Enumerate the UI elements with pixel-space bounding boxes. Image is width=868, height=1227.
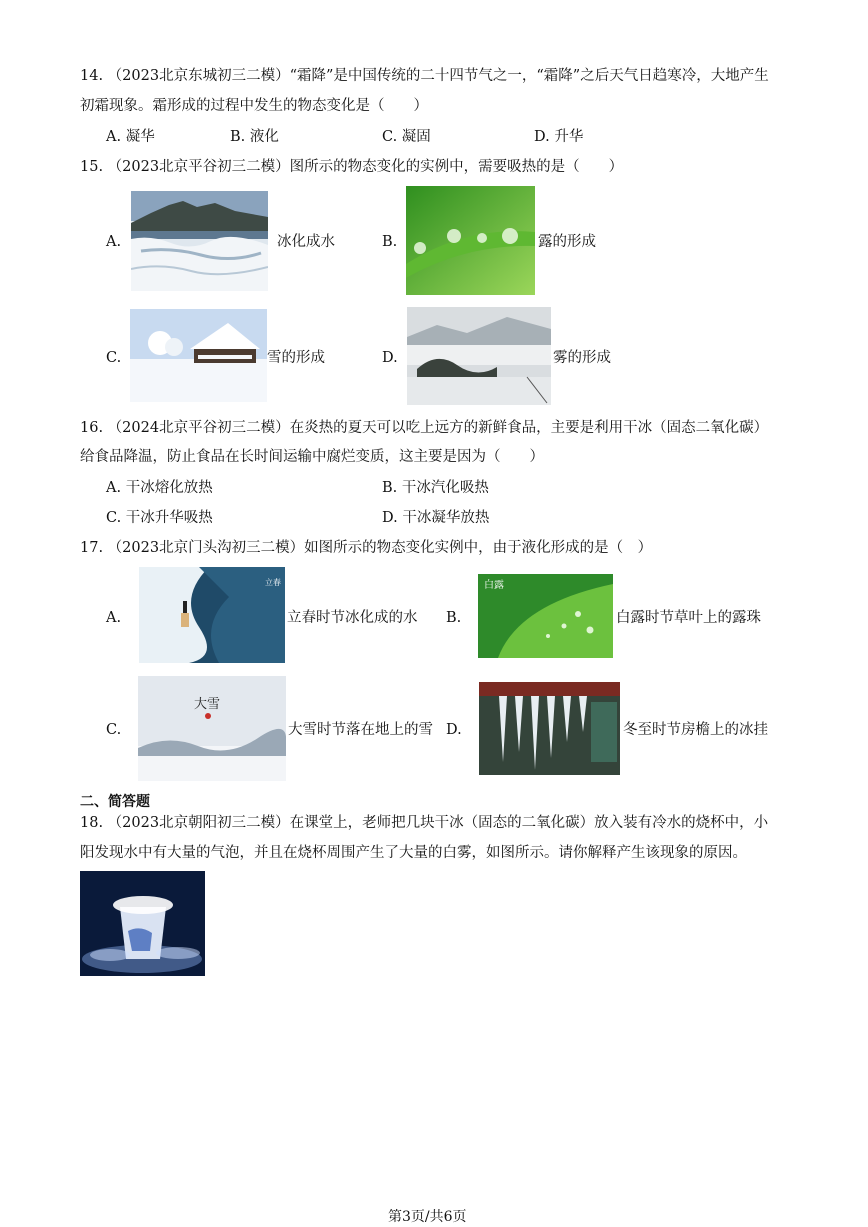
q16-option-b: B. 干冰汽化吸热 — [382, 480, 489, 496]
q17-letter-c: C. — [106, 722, 122, 738]
q14-option-b: B. 液化 — [230, 129, 279, 145]
q17-caption-a: 立春时节冰化成的水 — [287, 610, 418, 626]
q16-option-c: C. 干冰升华吸热 — [106, 510, 213, 526]
q14-option-a: A. 凝华 — [106, 129, 155, 145]
q17-daxue-label: 大雪 — [194, 697, 221, 712]
page-footer: 第3页/共6页 — [388, 1209, 467, 1225]
q15-caption-a: 冰化成水 — [277, 234, 335, 250]
q15-image-dew-drops — [406, 186, 535, 295]
q18-stem-line2: 阳发现水中有大量的气泡，并且在烧杯周围产生了大量的白雾，如图所示。请你解释产生该现象的原因。 — [80, 845, 747, 861]
q16-stem-line1: 16. （2024北京平谷初三二模）在炎热的夏天可以吃上远方的新鲜食品，主要是利用干冰（固态二氧化碳） — [80, 420, 769, 436]
q15-letter-c: C. — [106, 350, 122, 366]
q17-caption-b: 白露时节草叶上的露珠 — [616, 610, 761, 626]
q17-letter-d: D. — [446, 722, 462, 738]
q14-stem-line1: 14. （2023北京东城初三二模）“霜降”是中国传统的二十四节气之一，“霜降”之后天气日趋寒冷，大地产生 — [80, 68, 769, 84]
q16-stem-line2: 给食品降温，防止食品在长时间运输中腐烂变质，这主要是因为（ ） — [80, 449, 544, 465]
q18-stem-line1: 18. （2023北京朝阳初三二模）在课堂上，老师把几块干冰（固态的二氧化碳）放入装有冷水的烧杯中，小 — [80, 815, 769, 831]
q17-bailu-label: 白露 — [484, 580, 504, 591]
q17-lichun-label: 立春 — [265, 578, 281, 587]
q17-image-bailu — [478, 574, 613, 658]
q17-image-dongzhi — [479, 682, 620, 775]
q17-caption-c: 大雪时节落在地上的雪 — [288, 722, 433, 738]
q17-image-daxue — [138, 676, 286, 781]
q15-image-ice-melting — [131, 191, 268, 291]
q15-image-snow-cabin — [130, 309, 267, 402]
q17-stem: 17. （2023北京门头沟初三二模）如图所示的物态变化实例中，由于液化形成的是（ ） — [80, 540, 653, 556]
q14-option-d: D. 升华 — [534, 129, 584, 145]
q17-letter-a: A. — [106, 610, 122, 626]
q17-caption-d: 冬至时节房檐上的冰挂 — [623, 722, 768, 738]
q15-letter-b: B. — [382, 234, 398, 250]
q15-caption-b: 露的形成 — [538, 234, 596, 250]
q16-option-a: A. 干冰熔化放热 — [106, 480, 213, 496]
q15-stem: 15. （2023北京平谷初三二模）图所示的物态变化的实例中，需要吸热的是（ ） — [80, 159, 624, 175]
q14-option-c: C. 凝固 — [382, 129, 431, 145]
q17-image-lichun — [139, 567, 285, 663]
section-title: 二、简答题 — [80, 794, 150, 810]
q17-letter-b: B. — [446, 610, 462, 626]
q15-letter-d: D. — [382, 350, 398, 366]
q15-caption-d: 雾的形成 — [553, 350, 611, 366]
q15-letter-a: A. — [106, 234, 122, 250]
q14-stem-line2: 初霜现象。霜形成的过程中发生的物态变化是（ ） — [80, 98, 428, 114]
q18-image-dry-ice-beaker — [80, 871, 205, 976]
q16-option-d: D. 干冰凝华放热 — [382, 510, 490, 526]
q15-image-fog-mountains — [407, 307, 551, 405]
q15-caption-c: 雪的形成 — [267, 350, 325, 366]
